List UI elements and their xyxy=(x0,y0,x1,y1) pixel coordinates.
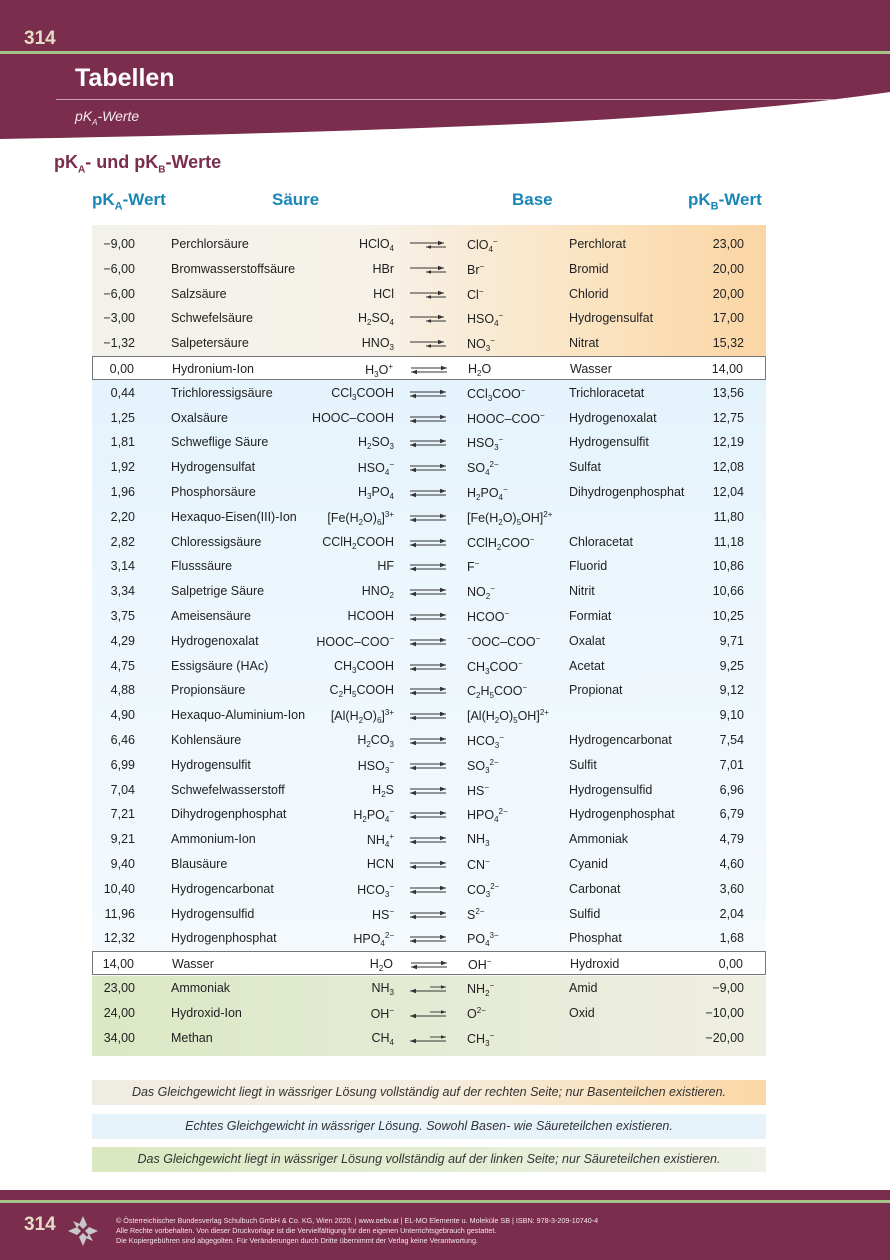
table-row xyxy=(92,778,766,802)
acid-name: Wasser xyxy=(172,957,214,972)
acid-name: Hydrogenphosphat xyxy=(171,931,277,946)
table-row xyxy=(92,654,766,678)
pkb-value: 23,00 xyxy=(712,237,744,251)
base-formula: $HSO_3^-$ xyxy=(467,435,504,453)
acid-name: Salpetrige Säure xyxy=(171,584,265,599)
base-formula: OH− xyxy=(468,957,492,973)
pkb-value: 14,00 xyxy=(711,362,743,376)
pka-value: 3,14 xyxy=(110,559,135,574)
equilibrium-arrow-icon xyxy=(408,859,448,869)
acid-formula: $H_2SO_4$ xyxy=(358,311,394,328)
pka-value: 14,00 xyxy=(102,957,134,972)
pkb-value: 6,96 xyxy=(719,782,744,797)
pkb-value: 15,32 xyxy=(712,336,744,351)
acid-name: Schweflige Säure xyxy=(171,435,269,450)
equilibrium-arrow-icon xyxy=(408,685,448,695)
base-formula: $[Al(H_2O)_5OH]^{2+}$ xyxy=(467,708,549,726)
acid-formula: $NH_4^+$ xyxy=(366,832,394,850)
pka-value: 4,75 xyxy=(110,658,135,673)
acid-name: Ammoniak xyxy=(171,981,231,995)
equilibrium-arrow-icon xyxy=(408,809,448,819)
table-row xyxy=(92,406,766,430)
base-formula: −OOC–COO− xyxy=(467,633,541,649)
pkb-value: −20,00 xyxy=(705,1030,744,1045)
pkb-value: 1,68 xyxy=(719,931,744,946)
pka-value: 6,99 xyxy=(110,757,135,772)
acid-name: Hydrogensulfat xyxy=(171,460,256,475)
table-row xyxy=(92,554,766,578)
table-row xyxy=(92,802,766,826)
table-row xyxy=(92,678,766,702)
table-row xyxy=(92,926,766,950)
pkb-value: 12,19 xyxy=(712,435,744,450)
table-row xyxy=(92,827,766,851)
acid-formula: HCOOH xyxy=(347,609,394,623)
pka-value: 3,75 xyxy=(110,609,135,623)
acid-name: Schwefelsäure xyxy=(171,311,253,326)
pka-value: −1,32 xyxy=(103,336,135,351)
pkb-value: 12,08 xyxy=(712,460,744,475)
table-row xyxy=(92,530,766,554)
equilibrium-arrow-icon xyxy=(408,785,448,795)
acid-formula: HF xyxy=(377,559,394,574)
table-row xyxy=(92,505,766,529)
base-formula: F− xyxy=(467,559,480,575)
acid-name: Hydrogencarbonat xyxy=(171,881,274,896)
equilibrium-arrow-icon xyxy=(408,338,448,348)
pka-value: 10,40 xyxy=(103,881,135,896)
base-formula: $CH_3^-$ xyxy=(467,1030,495,1048)
acid-name: Perchlorsäure xyxy=(171,237,249,251)
base-name: Hydroxid xyxy=(570,957,620,972)
pka-value: −6,00 xyxy=(103,261,135,276)
base-formula: $PO_4^{3-}$ xyxy=(467,931,499,949)
pka-value: 1,92 xyxy=(110,460,135,475)
acid-formula: $HSO_3^-$ xyxy=(357,757,394,775)
acid-formula: $H_2SO_3$ xyxy=(358,435,394,452)
footer-accent-line xyxy=(0,1200,890,1203)
table-row xyxy=(92,356,766,380)
pka-value: 9,40 xyxy=(110,857,135,871)
base-formula: $HSO_4^-$ xyxy=(467,311,504,329)
base-name: Amid xyxy=(569,981,598,995)
table-row xyxy=(92,629,766,653)
table-row xyxy=(92,579,766,603)
table-row xyxy=(92,232,766,256)
base-formula: $HPO_4^{2-}$ xyxy=(467,807,508,825)
acid-formula: CClH$_2$COOH xyxy=(322,534,394,551)
pka-value: 2,20 xyxy=(110,509,135,524)
pka-value: 4,90 xyxy=(110,708,135,723)
legend-left-side: Das Gleichgewicht liegt in wässriger Lösung vollständig auf der linken Seite; nur Säureteilchen existieren. xyxy=(92,1147,766,1172)
base-formula: ClO$_4$− xyxy=(467,237,498,254)
acid-formula: HClO$_4$ xyxy=(358,237,394,253)
pkb-value: 9,25 xyxy=(719,658,744,673)
acid-name: Salpetersäure xyxy=(171,336,249,351)
pkb-value: 12,75 xyxy=(712,410,744,425)
base-name: Carbonat xyxy=(569,881,621,896)
equilibrium-arrow-icon xyxy=(408,1033,448,1043)
base-name: Formiat xyxy=(569,609,612,623)
base-name: Hydrogensulfid xyxy=(569,782,653,797)
pkb-value: 4,60 xyxy=(719,857,744,871)
base-name: Dihydrogenphosphat xyxy=(569,485,685,499)
column-header-pka: $pK_A$-Wert xyxy=(92,190,166,213)
pka-value: −6,00 xyxy=(103,286,135,301)
base-formula: $HCO_3^-$ xyxy=(467,733,504,750)
pka-value: 1,81 xyxy=(110,435,135,450)
base-formula: $SO_4^{2-}$ xyxy=(467,460,499,478)
pkb-value: 6,79 xyxy=(719,807,744,822)
pkb-value: 20,00 xyxy=(712,261,744,276)
acid-formula: CCl$_3$COOH xyxy=(331,385,394,402)
pkb-value: 10,25 xyxy=(712,609,744,623)
pkb-value: −10,00 xyxy=(705,1005,744,1020)
base-name: Hydrogensulfit xyxy=(569,435,649,450)
equilibrium-arrow-icon xyxy=(408,611,448,621)
acid-name: Phosphorsäure xyxy=(171,485,256,499)
acid-formula: HBr xyxy=(372,261,394,276)
acid-formula: HCl xyxy=(373,286,394,301)
table-row xyxy=(92,728,766,752)
equilibrium-arrow-icon xyxy=(409,959,449,969)
pka-value: 1,25 xyxy=(110,410,135,425)
acid-name: Hydronium-Ion xyxy=(172,362,254,376)
equilibrium-arrow-icon xyxy=(408,239,448,249)
acid-formula: $HSO_4^-$ xyxy=(357,460,394,478)
base-formula: $NO_2^-$ xyxy=(467,584,495,602)
pka-value: 0,00 xyxy=(109,362,134,376)
acid-name: Kohlensäure xyxy=(171,733,242,747)
equilibrium-arrow-icon xyxy=(408,462,448,472)
base-name: Nitrit xyxy=(569,584,595,599)
equilibrium-arrow-icon xyxy=(408,586,448,596)
equilibrium-arrow-icon xyxy=(408,561,448,571)
acid-formula: $H_3PO_4$ xyxy=(358,485,394,501)
pkb-value: 13,56 xyxy=(712,385,744,400)
equilibrium-arrow-icon xyxy=(408,983,448,993)
acid-formula: HS− xyxy=(371,906,394,922)
acid-formula: HOOC–COOH xyxy=(312,410,394,425)
table-row xyxy=(92,852,766,876)
base-name: Cyanid xyxy=(569,857,608,871)
table-row xyxy=(92,430,766,454)
pka-value: 4,88 xyxy=(110,683,135,698)
pkb-value: 9,12 xyxy=(719,683,744,698)
base-name: Trichloracetat xyxy=(569,385,645,400)
base-name: Nitrat xyxy=(569,336,599,351)
acid-name: Bromwasserstoffsäure xyxy=(171,261,296,276)
equilibrium-arrow-icon xyxy=(408,760,448,770)
acid-formula: OH− xyxy=(370,1005,394,1021)
base-name: Ammoniak xyxy=(569,832,629,847)
equilibrium-arrow-icon xyxy=(408,933,448,943)
acid-name: Chloressigsäure xyxy=(171,534,262,549)
equilibrium-arrow-icon xyxy=(409,364,449,374)
base-name: Hydrogenoxalat xyxy=(569,410,657,425)
acid-name: Trichloressigsäure xyxy=(171,385,273,400)
equilibrium-arrow-icon xyxy=(408,388,448,398)
legend-equilibrium: Echtes Gleichgewicht in wässriger Lösung. Sowohl Basen- wie Säureteilchen existieren. xyxy=(92,1114,766,1139)
base-formula: $SO_3^{2-}$ xyxy=(467,757,499,775)
table-row xyxy=(92,455,766,479)
acid-name: Hydrogenoxalat xyxy=(171,633,259,648)
pka-value: 7,04 xyxy=(110,782,135,797)
pkb-value: 11,80 xyxy=(713,509,744,524)
equilibrium-arrow-icon xyxy=(408,437,448,447)
base-formula: HCOO− xyxy=(467,609,510,624)
table-row xyxy=(92,902,766,926)
page-title: Tabellen xyxy=(75,64,175,92)
base-name: Sulfat xyxy=(569,460,601,475)
pkb-value: 0,00 xyxy=(718,957,743,972)
pka-value: −3,00 xyxy=(103,311,135,326)
footer-copyright: © Österreichischer Bundesverlag Schulbuch GmbH & Co. KG, Wien 2020. | www.oebv.at | EL-MO Elemente u. Moleküle SB | ISBN: 978-3-209-10740-4 Alle Rechte vorbehalten. Von dieser Druckvorlage ist die Vervielfältigung für den eigenen Unterrichtsgebrauch gestattet. Die Kopiergebühren sind abgegolten. Für Veränderungen durch Dritte übernimmt der Verlag keine Verantwortung. xyxy=(116,1216,599,1245)
base-formula: CCl$_3$COO− xyxy=(467,385,526,403)
pka-value: 9,21 xyxy=(110,832,135,847)
pkb-value: 12,04 xyxy=(712,485,744,499)
table-row xyxy=(92,1026,766,1050)
pkb-value: 3,60 xyxy=(719,881,744,896)
pka-value: 34,00 xyxy=(103,1030,135,1045)
equilibrium-arrow-icon xyxy=(408,487,448,497)
pkb-value: 4,79 xyxy=(719,832,744,847)
acid-name: Hydrogensulfid xyxy=(171,906,255,921)
base-name: Fluorid xyxy=(569,559,608,574)
pka-value: 3,34 xyxy=(110,584,135,599)
base-formula: CClH$_2$COO− xyxy=(467,534,535,552)
pkb-value: 10,86 xyxy=(712,559,744,574)
table-row xyxy=(92,877,766,901)
base-formula: $[Fe(H_2O)_5OH]^{2+}$ xyxy=(467,509,553,527)
column-header-acid: Säure xyxy=(272,190,320,209)
table-row xyxy=(92,951,766,975)
section-title: $pK_A-$ und $pK_B$-Werte xyxy=(54,152,222,176)
base-name: Acetat xyxy=(569,658,605,673)
equilibrium-arrow-icon xyxy=(408,661,448,671)
base-name: Chlorid xyxy=(569,286,609,301)
acid-formula: HCN xyxy=(366,857,394,871)
acid-name: Essigsäure (HAc) xyxy=(171,658,269,673)
base-formula: $CO_3^{2-}$ xyxy=(467,881,500,899)
acid-name: Propionsäure xyxy=(171,683,246,698)
equilibrium-arrow-icon xyxy=(408,735,448,745)
equilibrium-arrow-icon xyxy=(408,636,448,646)
pkb-value: 11,18 xyxy=(713,534,744,549)
equilibrium-arrow-icon xyxy=(408,313,448,323)
table-row xyxy=(92,381,766,405)
acid-formula: $H_2S$ xyxy=(372,782,394,799)
acid-formula: $NH_3$ xyxy=(371,981,394,997)
base-formula: HOOC–COO− xyxy=(467,410,545,426)
pka-value: 11,96 xyxy=(104,906,135,921)
pkb-value: 20,00 xyxy=(712,286,744,301)
table-row xyxy=(92,703,766,727)
equilibrium-arrow-icon xyxy=(408,512,448,522)
acid-formula: $HNO_3$ xyxy=(361,336,394,353)
base-formula: $O^{2-}$ xyxy=(467,1005,486,1021)
acid-name: Hydroxid-Ion xyxy=(171,1005,242,1020)
pka-value: 7,21 xyxy=(110,807,135,822)
acid-name: Oxalsäure xyxy=(171,410,228,425)
base-formula: Cl− xyxy=(467,286,484,302)
pkb-value: 9,10 xyxy=(719,708,744,723)
column-header-base: Base xyxy=(512,190,553,209)
table-row xyxy=(92,282,766,306)
pkb-value: 2,04 xyxy=(719,906,744,921)
base-formula: $H_2O$ xyxy=(468,362,492,378)
acid-formula: HOOC–COO− xyxy=(316,633,394,649)
base-name: Phosphat xyxy=(569,931,622,946)
base-name: Propionat xyxy=(569,683,623,698)
base-formula: $NH_2^-$ xyxy=(467,981,495,998)
equilibrium-arrow-icon xyxy=(408,289,448,299)
base-formula: $NO_3^-$ xyxy=(467,336,495,354)
table-row xyxy=(92,1001,766,1025)
table-row xyxy=(92,753,766,777)
base-name: Oxid xyxy=(569,1005,595,1020)
legend-right-side: Das Gleichgewicht liegt in wässriger Lösung vollständig auf der rechten Seite; nur Basenteilchen existieren. xyxy=(92,1080,766,1105)
base-name: Sulfit xyxy=(569,757,597,772)
column-header-pkb: $pK_B$-Wert xyxy=(688,190,762,213)
pkb-value: 7,01 xyxy=(719,757,744,772)
base-formula: HS− xyxy=(467,782,490,798)
page-subtitle: $pK_A$-Werte xyxy=(75,108,140,127)
acid-name: Blausäure xyxy=(171,857,228,871)
acid-name: Schwefelwasserstoff xyxy=(171,782,285,797)
acid-name: Hexaquo-Eisen(III)-Ion xyxy=(171,509,297,524)
acid-name: Hydrogensulfit xyxy=(171,757,251,772)
base-formula: $CH_3COO^-$ xyxy=(467,658,523,676)
page-number: 314 xyxy=(24,28,56,49)
equilibrium-arrow-icon xyxy=(408,834,448,844)
base-formula: $C_2H_5COO^-$ xyxy=(467,683,528,701)
table-row xyxy=(92,306,766,330)
pka-value: 12,32 xyxy=(103,931,135,946)
equilibrium-arrow-icon xyxy=(408,537,448,547)
equilibrium-arrow-icon xyxy=(408,264,448,274)
acid-formula: $HCO_3^-$ xyxy=(357,881,394,899)
equilibrium-arrow-icon xyxy=(408,413,448,423)
table-row xyxy=(92,257,766,281)
acid-name: Hexaquo-Aluminium-Ion xyxy=(171,708,306,723)
base-name: Hydrogensulfat xyxy=(569,311,654,326)
acid-formula: $[Fe(H_2O)_6]^{3+}$ xyxy=(327,509,394,527)
pka-value: 2,82 xyxy=(110,534,135,549)
acid-formula: $C_2H_5COOH$ xyxy=(329,683,394,700)
pka-value: −9,00 xyxy=(103,237,135,251)
pka-value: 0,44 xyxy=(110,385,135,400)
equilibrium-arrow-icon xyxy=(408,909,448,919)
base-name: Sulfid xyxy=(569,906,601,921)
acid-formula: $H_3O^+$ xyxy=(365,362,393,379)
base-name: Hydrogenphosphat xyxy=(569,807,675,822)
table-row xyxy=(92,976,766,1000)
base-formula: $NH_3$ xyxy=(467,832,490,849)
pkb-value: 7,54 xyxy=(719,733,744,747)
pka-value: 6,46 xyxy=(110,733,135,747)
base-formula: CN− xyxy=(467,857,490,872)
pka-value: 1,96 xyxy=(110,485,135,499)
table-row xyxy=(92,331,766,355)
acid-formula: $CH_4$ xyxy=(371,1030,394,1047)
acid-formula: $CH_3COOH$ xyxy=(333,658,394,675)
acid-name: Methan xyxy=(171,1030,213,1045)
base-name: Bromid xyxy=(569,261,609,276)
acid-formula: $H_2CO_3$ xyxy=(357,733,394,749)
base-formula: $S^{2-}$ xyxy=(467,906,485,922)
base-name: Hydrogencarbonat xyxy=(569,733,672,747)
acid-formula: $H_2O$ xyxy=(369,957,393,974)
footer-page-number: 314 xyxy=(24,1214,56,1235)
acid-formula: $HPO_4^{2-}$ xyxy=(353,931,394,949)
equilibrium-arrow-icon xyxy=(408,710,448,720)
acid-name: Ammonium-Ion xyxy=(171,832,256,847)
pka-value: 24,00 xyxy=(103,1005,135,1020)
acid-formula: $HNO_2$ xyxy=(361,584,394,601)
pka-value: 4,29 xyxy=(110,633,135,648)
acid-name: Salzsäure xyxy=(171,286,227,301)
equilibrium-arrow-icon xyxy=(408,884,448,894)
publisher-logo-icon xyxy=(66,1214,100,1253)
base-formula: $H_2PO_4^-$ xyxy=(467,485,508,502)
pkb-value: 9,71 xyxy=(719,633,744,648)
acid-formula: $[Al(H_2O)_6]^{3+}$ xyxy=(330,708,394,726)
equilibrium-arrow-icon xyxy=(408,1008,448,1018)
base-name: Chloracetat xyxy=(569,534,633,549)
acid-name: Ameisensäure xyxy=(171,609,251,623)
base-formula: Br− xyxy=(467,261,485,277)
table-row xyxy=(92,480,766,504)
base-name: Oxalat xyxy=(569,633,606,648)
table-row xyxy=(92,604,766,628)
acid-formula: $H_2PO_4^-$ xyxy=(353,807,394,825)
pkb-value: −9,00 xyxy=(712,981,744,995)
pka-value: 23,00 xyxy=(103,981,135,995)
pkb-value: 10,66 xyxy=(712,584,744,599)
base-name: Perchlorat xyxy=(569,237,626,251)
acid-name: Flusssäure xyxy=(171,559,233,574)
acid-name: Dihydrogenphosphat xyxy=(171,807,287,822)
base-name: Wasser xyxy=(570,362,612,376)
pkb-value: 17,00 xyxy=(712,311,744,326)
